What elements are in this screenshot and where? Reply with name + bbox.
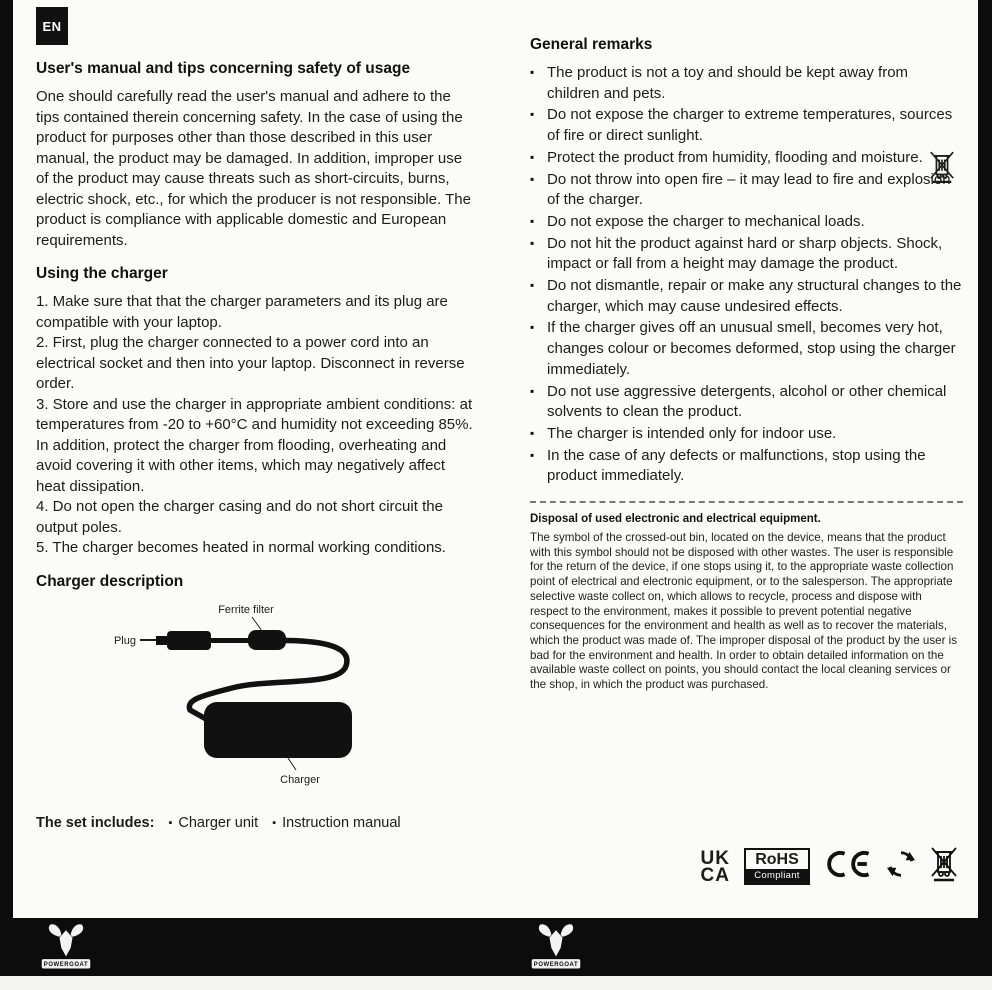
charger-brick xyxy=(204,702,352,758)
step-5: 5. The charger becomes heated in normal working conditions. xyxy=(36,539,446,556)
set-includes-line xyxy=(36,815,474,831)
right-column xyxy=(530,36,963,693)
step-3: 3. Store and use the charger in appropriate ambient conditions: at temperatures from -20 to +60°C and humidity not exceeding 85%. In addition, protect the charger from flooding, overheating and avoid covering it with other items, which may negatively affect heat dissipation. xyxy=(36,395,473,495)
square-bullet-icon: ▪ xyxy=(272,816,277,829)
disposal-heading: Disposal of used electronic and electrical equipment. xyxy=(530,513,821,526)
powergoat-logo xyxy=(38,922,94,977)
rohs-mark: RoHS Compliant xyxy=(744,848,810,885)
set-item-charger-unit: ▪ Charger unit xyxy=(168,814,259,831)
square-bullet-icon: ▪ xyxy=(168,816,173,829)
language-badge xyxy=(36,7,68,45)
remark-item: ▪ Do not expose the charger to extreme temperatures, sources of fire or direct sunlight. xyxy=(530,105,963,146)
charger-label: Charger xyxy=(280,773,320,786)
heading-charger-description: Charger description xyxy=(36,572,184,590)
crossed-out-bin-icon xyxy=(929,150,955,189)
remark-item: ▪ Protect the product from humidity, flooding and moisture. xyxy=(530,148,963,169)
powergoat-wordmark: POWERGOAT xyxy=(533,962,579,969)
left-column xyxy=(36,60,474,831)
footer-band xyxy=(0,918,992,976)
bottom-margin-strip xyxy=(0,976,992,990)
plug-label: Plug xyxy=(113,634,136,647)
heading-general-remarks: General remarks xyxy=(530,36,653,53)
ferrite-filter-bead xyxy=(248,630,286,650)
remark-item: ▪ Do not hit the product against hard or sharp objects. Shock, impact or fall from a height may damage the product. xyxy=(530,234,963,275)
recycle-icon xyxy=(886,849,916,884)
remark-item: ▪ Do not dismantle, repair or make any structural changes to the charger, which may cause undesired effects. xyxy=(530,276,963,317)
step-1: 1. Make sure that that the charger parameters and its plug are compatible with your laptop. xyxy=(36,293,448,331)
set-item-instruction-manual: ▪ Instruction manual xyxy=(272,814,401,831)
heading-using-charger: Using the charger xyxy=(36,265,168,282)
intro-paragraph: One should carefully read the user's manual and adhere to the tips contained therein concerning safety. In the case of using the product for purposes other than those described in this user manual, the product may be damaged. In addition, improper use of the product may cause threats such as short-circuits, burns, electric shock, etc., for which the producer is not responsible. The product is compliance with applicable domestic and European requirements. xyxy=(36,88,471,249)
powergoat-wordmark: POWERGOAT xyxy=(43,962,89,969)
powergoat-logo xyxy=(528,922,584,977)
weee-bin-icon xyxy=(930,846,958,887)
set-includes-label: The set includes: xyxy=(36,814,155,831)
dashed-separator xyxy=(530,501,963,503)
page-left-border xyxy=(0,0,13,976)
ukca-mark: UK CA xyxy=(700,847,730,886)
heading-usage-safety: User's manual and tips concerning safety of usage xyxy=(36,60,411,77)
compliance-marks xyxy=(701,846,958,887)
remark-item: ▪ Do not use aggressive detergents, alcohol or other chemical solvents to clean the product. xyxy=(530,382,963,423)
remark-item: ▪ In the case of any defects or malfunctions, stop using the product immediately. xyxy=(530,446,963,487)
language-badge-label: EN xyxy=(42,18,62,34)
remark-item: ▪ The charger is intended only for indoor use. xyxy=(530,424,963,445)
charger-diagram-illustration xyxy=(56,600,456,792)
remark-item: ▪ Do not throw into open fire – it may lead to fire and explosion of the charger. xyxy=(530,170,963,211)
page-right-border xyxy=(978,0,992,976)
general-remarks-list xyxy=(530,63,963,487)
step-2: 2. First, plug the charger connected to a power cord into an electrical socket and then into your laptop. Disconnect in reverse order. xyxy=(36,334,465,392)
remark-item: ▪ The product is not a toy and should be kept away from children and pets. xyxy=(530,63,963,104)
charger-diagram xyxy=(56,600,474,797)
step-4: 4. Do not open the charger casing and do not short circuit the output poles. xyxy=(36,498,443,536)
ferrite-filter-label: Ferrite filter xyxy=(218,603,274,616)
ce-mark xyxy=(824,849,872,884)
remark-item: ▪ Do not expose the charger to mechanical loads. xyxy=(530,212,963,233)
remark-item: ▪ If the charger gives off an unusual smell, becomes very hot, changes colour or becomes deformed, stop using the charger immediately. xyxy=(530,318,963,380)
plug-pin xyxy=(156,636,167,645)
usage-steps xyxy=(36,292,474,559)
plug-body xyxy=(167,631,211,650)
disposal-text: The symbol of the crossed-out bin, located on the device, means that the product with this symbol should not be disposed with other wastes. The user is responsible for the return of the device, if one stops using it, to the appropriate waste collection point of electrical and electronic equipment, or to the salesperson. The appropriate selective waste collect on, which allows to recycle, process and dispose with respect to the environment, makes it possible to prevent potential negative consequences for the environment and health as well as to recover the materials, which the product was made of. The improper disposal of the product by the user is bad for the environment and health. In order to obtain detailed information on the available waste collect on points, you should contact the local cleaning services or the shop, in which the product was purchased. xyxy=(530,531,958,692)
